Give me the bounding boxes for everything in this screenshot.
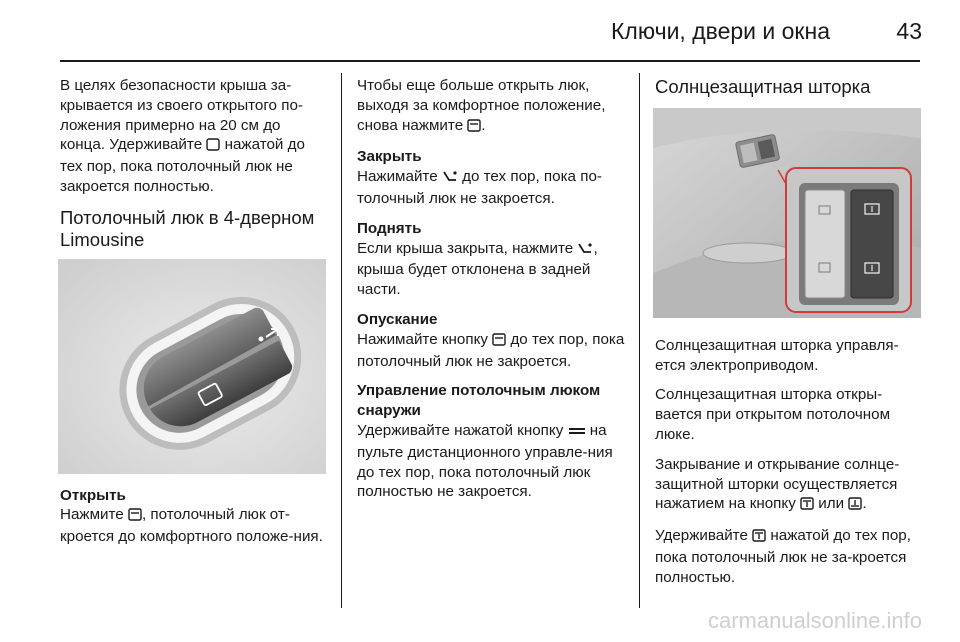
open-further-paragraph: Чтобы еще больше открыть люк, выходя за комфортное положение, снова нажмите . <box>357 76 627 137</box>
header-rule <box>60 60 920 62</box>
sunshade-close-icon <box>800 496 814 516</box>
close-paragraph: Нажимайте до тех пор, пока по-толочный люк не закроется. <box>357 168 602 207</box>
column-divider <box>639 73 640 608</box>
sunshade-open-icon <box>848 496 862 516</box>
column-2 <box>357 76 627 512</box>
column-3 <box>655 76 925 598</box>
open-paragraph: Нажмите , потолочный люк от-кроется до комфортного положе-ния. <box>60 506 323 546</box>
remote-heading: Управление потолочным люком снаружи <box>357 382 601 420</box>
sunshade-close-icon <box>752 528 766 548</box>
sunshade-paragraph-4: Удерживайте нажатой до тех пор, пока потолочный люк не за-кроется полностью. <box>655 527 911 586</box>
lower-heading: Опускание <box>357 310 438 328</box>
open-heading: Открыть <box>60 486 126 504</box>
close-heading: Закрыть <box>357 148 422 166</box>
page-title: Ключи, двери и окна <box>611 18 830 44</box>
tilt-raise-icon <box>577 241 593 261</box>
column-divider <box>341 73 342 608</box>
comfort-open-icon <box>492 332 506 352</box>
raise-paragraph: Если крыша закрыта, нажмите , крыша будет отклонена в задней части. <box>357 239 598 299</box>
sunshade-paragraph-2: Солнцезащитная шторка откры-вается при открытом потолочном люке. <box>655 386 891 443</box>
column-1 <box>60 76 328 557</box>
remote-paragraph: Удерживайте нажатой кнопку на пульте дистанционного управле-ния до тех пор, пока потолочный люк полностью не закроется. <box>357 421 613 501</box>
comfort-open-icon <box>467 118 481 138</box>
sunshade-switch-illustration <box>653 108 925 324</box>
tilt-close-icon <box>442 169 458 189</box>
lower-paragraph: Нажимайте кнопку до тех пор, пока потолочный люк не закроется. <box>357 330 625 370</box>
sunshade-paragraph-3: Закрывание и открывание солнце-защитной шторки осуществляется нажатием на кнопку или . <box>655 455 925 516</box>
watermark: carmanualsonline.info <box>707 608 922 633</box>
section-heading-sunshade: Солнцезащитная шторка <box>655 76 871 97</box>
raise-heading: Поднять <box>357 219 422 237</box>
safety-paragraph: В целях безопасности крыша за-крывается из своего открытого по-ложения примерно на 20 см до конца. Удерживайте нажатой до тех пор, пока потолочный люк не закроется полностью. <box>60 77 305 195</box>
page-number: 43 <box>896 18 922 44</box>
close-button-icon <box>206 137 220 157</box>
sunshade-paragraph-1: Солнцезащитная шторка управля-ется электроприводом. <box>655 336 899 374</box>
section-heading-limousine: Потолочный люк в 4-дверном Limousine <box>60 206 315 250</box>
remote-close-icon <box>568 423 586 443</box>
comfort-open-icon <box>128 507 142 527</box>
sunroof-switch-illustration <box>58 259 328 480</box>
